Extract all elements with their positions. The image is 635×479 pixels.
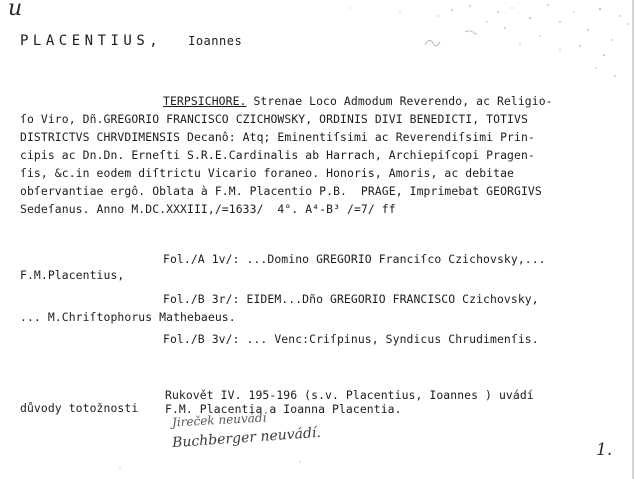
entry-line-1	[163, 94, 553, 108]
handnote-jirecek: Jireček neuvádí	[171, 410, 267, 430]
handnote-buchberger: Buchberger neuvádí.	[171, 424, 322, 452]
entry-line-6: obſervantiae ergô. Oblata à F.M. Placentio P.B. PRAGE, Imprimebat GEORGIVS	[20, 184, 542, 198]
entry-line-4: cipis ac Dn.Dn. Erneſti S.R.E.Cardinalis ab Harrach, Archiepiſcopi Pragen-	[20, 148, 535, 162]
entry-line-7: Sedeſanus. Anno M.DC.XXXIII,/=1633/ 4°. A⁴-B³ /=7/ ff	[20, 202, 396, 216]
header-given-name: Ioannes	[188, 34, 243, 48]
header-separator: ,	[149, 33, 163, 49]
page-number: 1.	[596, 440, 613, 460]
footer-prefix: důvody totožnosti	[20, 401, 139, 415]
entry-line-3: DISTRICTVS CHRVDIMENSIS Decanô: Atq; Eminentiſsimi ac Reverendiſsimi Prin-	[20, 130, 535, 144]
entry-line-1-rest: Strenae Loco Admodum Reverendo, ac Religio-	[246, 94, 553, 108]
entry-line-5: ſis, &c.in eodem diſtrictu Vicario foraneo. Honoris, Amoris, ac debitae	[20, 166, 514, 180]
card-header	[20, 33, 242, 49]
folio-3-line-1: Fol./B 3v/: ... Venc:Criſpinus, Syndicus Chrudimenſis.	[163, 332, 539, 346]
entry-title: TERPSICHORE.	[163, 94, 247, 108]
corner-mark: u	[8, 0, 23, 21]
folio-1-line-2: F.M.Placentius,	[20, 268, 125, 282]
footer-line-1: Rukovět IV. 195-196 (s.v. Placentius, Ioannes ) uvádí	[165, 388, 534, 402]
folio-2-line-2: ... M.Chriſtophorus Mathebaeus.	[20, 310, 236, 324]
footer-line-2: F.M. Placentia a Ioanna Placentia.	[165, 402, 402, 416]
folio-1-line-1: Fol./A 1v/: ...Domino GREGORIO Franciſco Czichovsky,...	[163, 252, 546, 266]
entry-line-2: ſo Viro, Dñ.GREGORIO FRANCISCO CZICHOWSKY, ORDINIS DIVI BENEDICTI, TOTIVS	[20, 112, 528, 126]
header-surname: PLACENTIUS	[20, 33, 150, 49]
folio-2-line-1: Fol./B 3r/: EIDEM...Dño GREGORIO FRANCISCO Czichovsky,	[163, 292, 539, 306]
